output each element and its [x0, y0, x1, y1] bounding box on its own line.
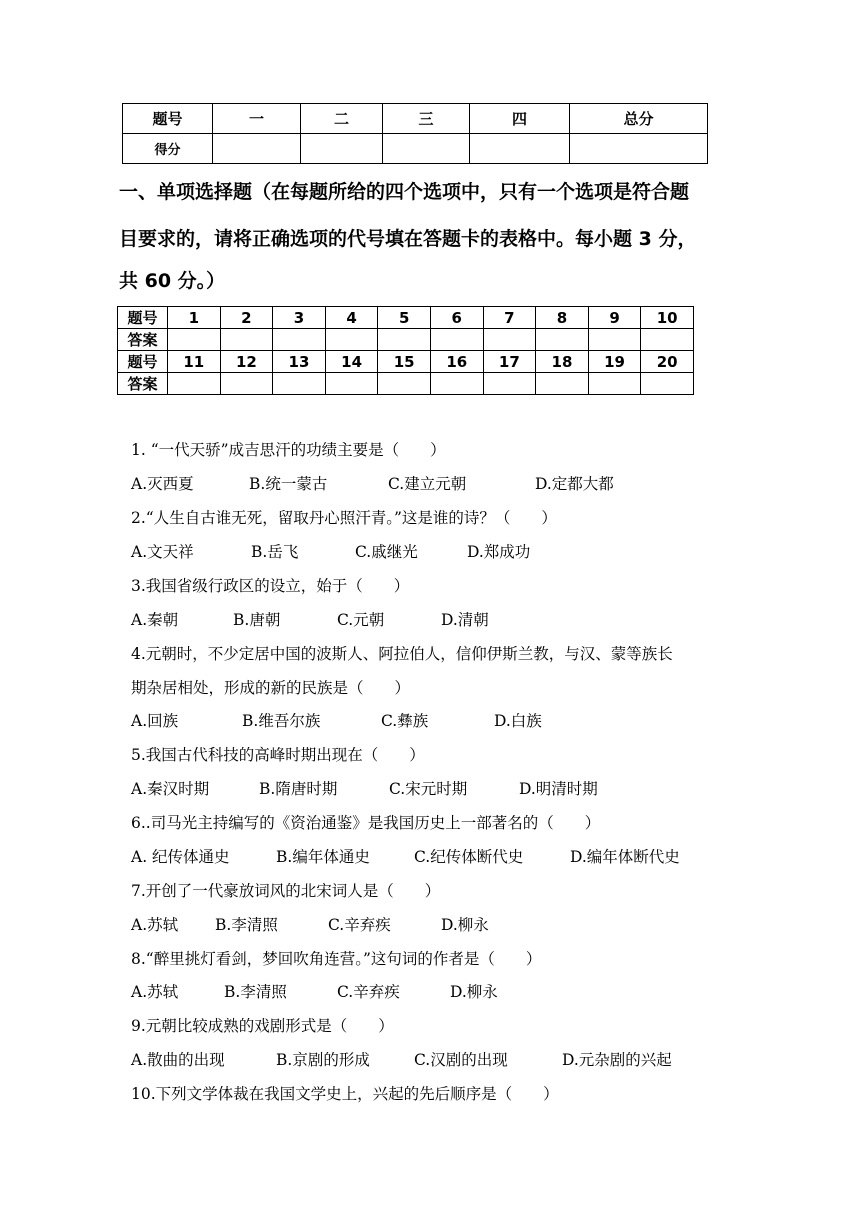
question-number-cell: 11: [168, 351, 221, 373]
question-stem: 9.元朝比较成熟的戏剧形式是（ ）: [131, 1017, 394, 1035]
answer-cell[interactable]: [483, 329, 536, 351]
question-number-cell: 4: [325, 307, 378, 329]
option-b: B.隋唐时期: [259, 780, 338, 798]
question-options: [131, 1050, 751, 1070]
answer-row-label: 答案: [118, 329, 168, 351]
answer-cell[interactable]: [220, 373, 273, 395]
option-b: B.唐朝: [233, 611, 281, 629]
question-options: [131, 474, 751, 494]
question-options: [131, 915, 751, 935]
question-stem: 7.开创了一代豪放词风的北宋词人是（ ）: [131, 882, 441, 900]
option-a: A.苏轼: [131, 983, 179, 1001]
option-a: A.秦朝: [131, 611, 179, 629]
question-number-cell: 18: [536, 351, 589, 373]
option-d: D.定都大都: [535, 475, 614, 493]
score-table: [122, 103, 708, 164]
option-c: C.建立元朝: [388, 475, 467, 493]
answer-cell[interactable]: [220, 329, 273, 351]
question-number-cell: 10: [641, 307, 694, 329]
question-number-cell: 14: [325, 351, 378, 373]
question-stem: 5.我国古代科技的高峰时期出现在（ ）: [131, 746, 425, 764]
question-number-cell: 20: [641, 351, 694, 373]
option-a: A.灭西夏: [131, 475, 194, 493]
option-d: D.郑成功: [467, 543, 531, 561]
option-b: B.李清照: [224, 983, 287, 1001]
option-b: B.维吾尔族: [242, 712, 321, 730]
answer-cell[interactable]: [483, 373, 536, 395]
answer-cell[interactable]: [430, 329, 483, 351]
section-heading-line: 共 60 分。）: [119, 270, 226, 292]
question-number-cell: 6: [430, 307, 483, 329]
score-table-score-row: [123, 134, 708, 164]
answer-fill-row: [118, 373, 694, 395]
option-b: B.岳飞: [251, 543, 299, 561]
answer-cell[interactable]: [325, 329, 378, 351]
option-a: A.秦汉时期: [131, 780, 210, 798]
question-stem: 8.“醉里挑灯看剑，梦回吹角连营。”这句词的作者是（ ）: [131, 950, 542, 968]
option-a: A.散曲的出现: [131, 1051, 225, 1069]
score-cell[interactable]: [570, 134, 708, 164]
question-number-cell: 7: [483, 307, 536, 329]
question-options: [131, 711, 751, 731]
score-header-cell: 二: [301, 104, 383, 134]
answer-cell[interactable]: [273, 373, 326, 395]
option-b: B.李清照: [215, 916, 278, 934]
option-d: D.柳永: [450, 983, 498, 1001]
score-cell[interactable]: [301, 134, 383, 164]
answer-row-label: 答案: [118, 373, 168, 395]
question-options: [131, 779, 751, 799]
question-number-cell: 5: [378, 307, 431, 329]
option-c: C.彝族: [381, 712, 429, 730]
question-number-cell: 3: [273, 307, 326, 329]
question-stem: 6..司马光主持编写的《资治通鉴》是我国历史上一部著名的（ ）: [131, 814, 601, 832]
option-a: A.回族: [131, 712, 179, 730]
question-number-cell: 19: [588, 351, 641, 373]
score-header-cell: 一: [213, 104, 301, 134]
question-number-cell: 2: [220, 307, 273, 329]
option-d: D.柳永: [441, 916, 489, 934]
option-d: D.清朝: [441, 611, 489, 629]
answer-cell[interactable]: [588, 373, 641, 395]
question-number-cell: 13: [273, 351, 326, 373]
option-d: D.元杂剧的兴起: [562, 1051, 672, 1069]
answer-cell[interactable]: [378, 373, 431, 395]
score-cell[interactable]: [213, 134, 301, 164]
option-d: D.白族: [494, 712, 542, 730]
answer-cell[interactable]: [536, 329, 589, 351]
option-c: C.元朝: [337, 611, 385, 629]
option-c: C.纪传体断代史: [414, 848, 524, 866]
question-options: [131, 847, 751, 867]
score-header-cell: 四: [470, 104, 570, 134]
question-stem: 1. “一代天骄”成吉思汗的功绩主要是（ ）: [131, 441, 446, 459]
score-cell[interactable]: [383, 134, 470, 164]
option-c: C.辛弃疾: [337, 983, 400, 1001]
option-b: B.编年体通史: [276, 848, 370, 866]
question-number-cell: 15: [378, 351, 431, 373]
score-row-label: 得分: [123, 134, 213, 164]
answer-cell[interactable]: [273, 329, 326, 351]
question-options: [131, 610, 751, 630]
answer-cell[interactable]: [325, 373, 378, 395]
answer-cell[interactable]: [378, 329, 431, 351]
option-c: C.汉剧的出现: [414, 1051, 508, 1069]
score-header-cell: 总分: [570, 104, 708, 134]
answer-number-row: [118, 351, 694, 373]
question-stem: 3.我国省级行政区的设立，始于（ ）: [131, 577, 410, 595]
option-a: A.文天祥: [131, 543, 194, 561]
score-header-cell: 题号: [123, 104, 213, 134]
option-d: D.明清时期: [519, 780, 598, 798]
section-heading-line: 目要求的，请将正确选项的代号填在答题卡的表格中。每小题 3 分，: [119, 228, 697, 250]
option-d: D.编年体断代史: [570, 848, 680, 866]
option-b: B.京剧的形成: [276, 1051, 370, 1069]
question-number-cell: 17: [483, 351, 536, 373]
question-options: [131, 542, 751, 562]
answer-cell[interactable]: [536, 373, 589, 395]
answer-cell[interactable]: [430, 373, 483, 395]
answer-number-row: [118, 307, 694, 329]
answer-cell[interactable]: [641, 373, 694, 395]
score-header-cell: 三: [383, 104, 470, 134]
answer-cell[interactable]: [588, 329, 641, 351]
question-number-cell: 1: [168, 307, 221, 329]
option-c: C.戚继光: [355, 543, 418, 561]
option-c: C.辛弃疾: [328, 916, 391, 934]
answer-fill-row: [118, 329, 694, 351]
question-number-cell: 12: [220, 351, 273, 373]
score-cell[interactable]: [470, 134, 570, 164]
option-c: C.宋元时期: [389, 780, 468, 798]
question-stem: 2.“人生自古谁无死，留取丹心照汗青。”这是谁的诗？（ ）: [131, 509, 557, 527]
question-stem: 4.元朝时，不少定居中国的波斯人、阿拉伯人，信仰伊斯兰教，与汉、蒙等族长: [131, 645, 673, 663]
question-number-cell: 9: [588, 307, 641, 329]
answer-row-label: 题号: [118, 307, 168, 329]
option-b: B.统一蒙古: [249, 475, 328, 493]
option-a: A.苏轼: [131, 916, 179, 934]
answer-cell[interactable]: [641, 329, 694, 351]
question-stem: 10.下列文学体裁在我国文学史上，兴起的先后顺序是（ ）: [131, 1085, 559, 1103]
answer-sheet-table: [117, 306, 694, 395]
question-number-cell: 16: [430, 351, 483, 373]
score-table-header-row: [123, 104, 708, 134]
section-heading-line: 一、单项选择题（在每题所给的四个选项中，只有一个选项是符合题: [119, 181, 690, 203]
option-a: A. 纪传体通史: [131, 848, 230, 866]
question-number-cell: 8: [536, 307, 589, 329]
answer-cell[interactable]: [168, 373, 221, 395]
answer-cell[interactable]: [168, 329, 221, 351]
answer-row-label: 题号: [118, 351, 168, 373]
question-stem-continued: 期杂居相处，形成的新的民族是（ ）: [131, 679, 411, 697]
question-options: [131, 982, 751, 1002]
